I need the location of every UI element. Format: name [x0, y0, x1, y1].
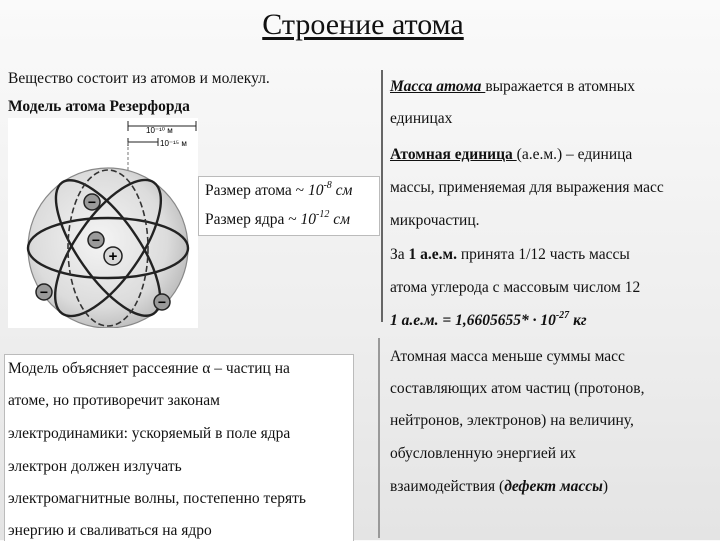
mass-defect-line: обусловленную энергией их: [390, 445, 577, 462]
mass-defect-line: Атомная масса меньше суммы масс: [390, 348, 625, 365]
explanation-line: электрон должен излучать: [8, 458, 182, 475]
model-title: Модель атома Резерфорда: [8, 98, 190, 115]
top-scale-label: 10⁻¹⁰ м: [146, 126, 173, 135]
bottom-divider: [378, 338, 380, 538]
atom-size-text: Размер атома ~ $10^{-8}$ см: [205, 179, 353, 199]
amu-line: Атомная единица (а.е.м.) – единица: [390, 146, 633, 163]
model-explanation-box: [4, 354, 354, 541]
nucleus-sign: +: [108, 248, 118, 265]
electron-sign: −: [157, 294, 167, 310]
explanation-line: атоме, но противоречит законам: [8, 392, 220, 409]
amu-formula: 1 а.е.м. = $1,6605655* \cdot 10^{-27}$ кг: [390, 309, 587, 329]
electron-sign: −: [91, 232, 101, 248]
explanation-line: электромагнитные волны, постепенно терять: [8, 490, 306, 507]
mass-defect-line: составляющих атом частиц (протонов,: [390, 380, 645, 397]
right-column-divider: [381, 70, 383, 322]
explanation-line: энергию и сваливаться на ядро: [8, 522, 212, 539]
mass-defect-line: нейтронов, электронов) на величину,: [390, 412, 634, 429]
rutherford-atom-diagram: [8, 118, 198, 328]
intro-text: Вещество состоит из атомов и молекул.: [8, 70, 270, 87]
amu-definition-line: За 1 а.е.м. принята 1/12 часть массы: [390, 246, 630, 263]
electron-sign: −: [39, 284, 49, 300]
nucleus-size-text: Размер ядра ~ $10^{-12}$ см: [205, 208, 350, 228]
explanation-line: электродинамики: ускоряемый в поле ядра: [8, 425, 291, 442]
page-title: Строение атома: [262, 8, 464, 41]
electron-sign: −: [87, 194, 97, 210]
atom-mass-line: Масса атома выражается в атомных: [390, 78, 635, 95]
amu-line-3: микрочастиц.: [390, 212, 480, 229]
atom-mass-line-2: единицах: [390, 110, 453, 127]
explanation-line: Модель объясняет рассеяние α – частиц на: [8, 360, 290, 377]
atom-diagram-svg: [8, 118, 198, 328]
size-info-box: [198, 176, 380, 236]
amu-line-2: массы, применяемая для выражения масс: [390, 179, 664, 196]
mid-scale-label: 10⁻¹⁵ м: [160, 139, 187, 148]
mass-defect-term: дефект массы: [504, 478, 603, 495]
amu-definition-line-2: атома углерода с массовым числом 12: [390, 279, 641, 296]
mass-defect-last-line: взаимодействия (дефект массы): [390, 478, 609, 495]
